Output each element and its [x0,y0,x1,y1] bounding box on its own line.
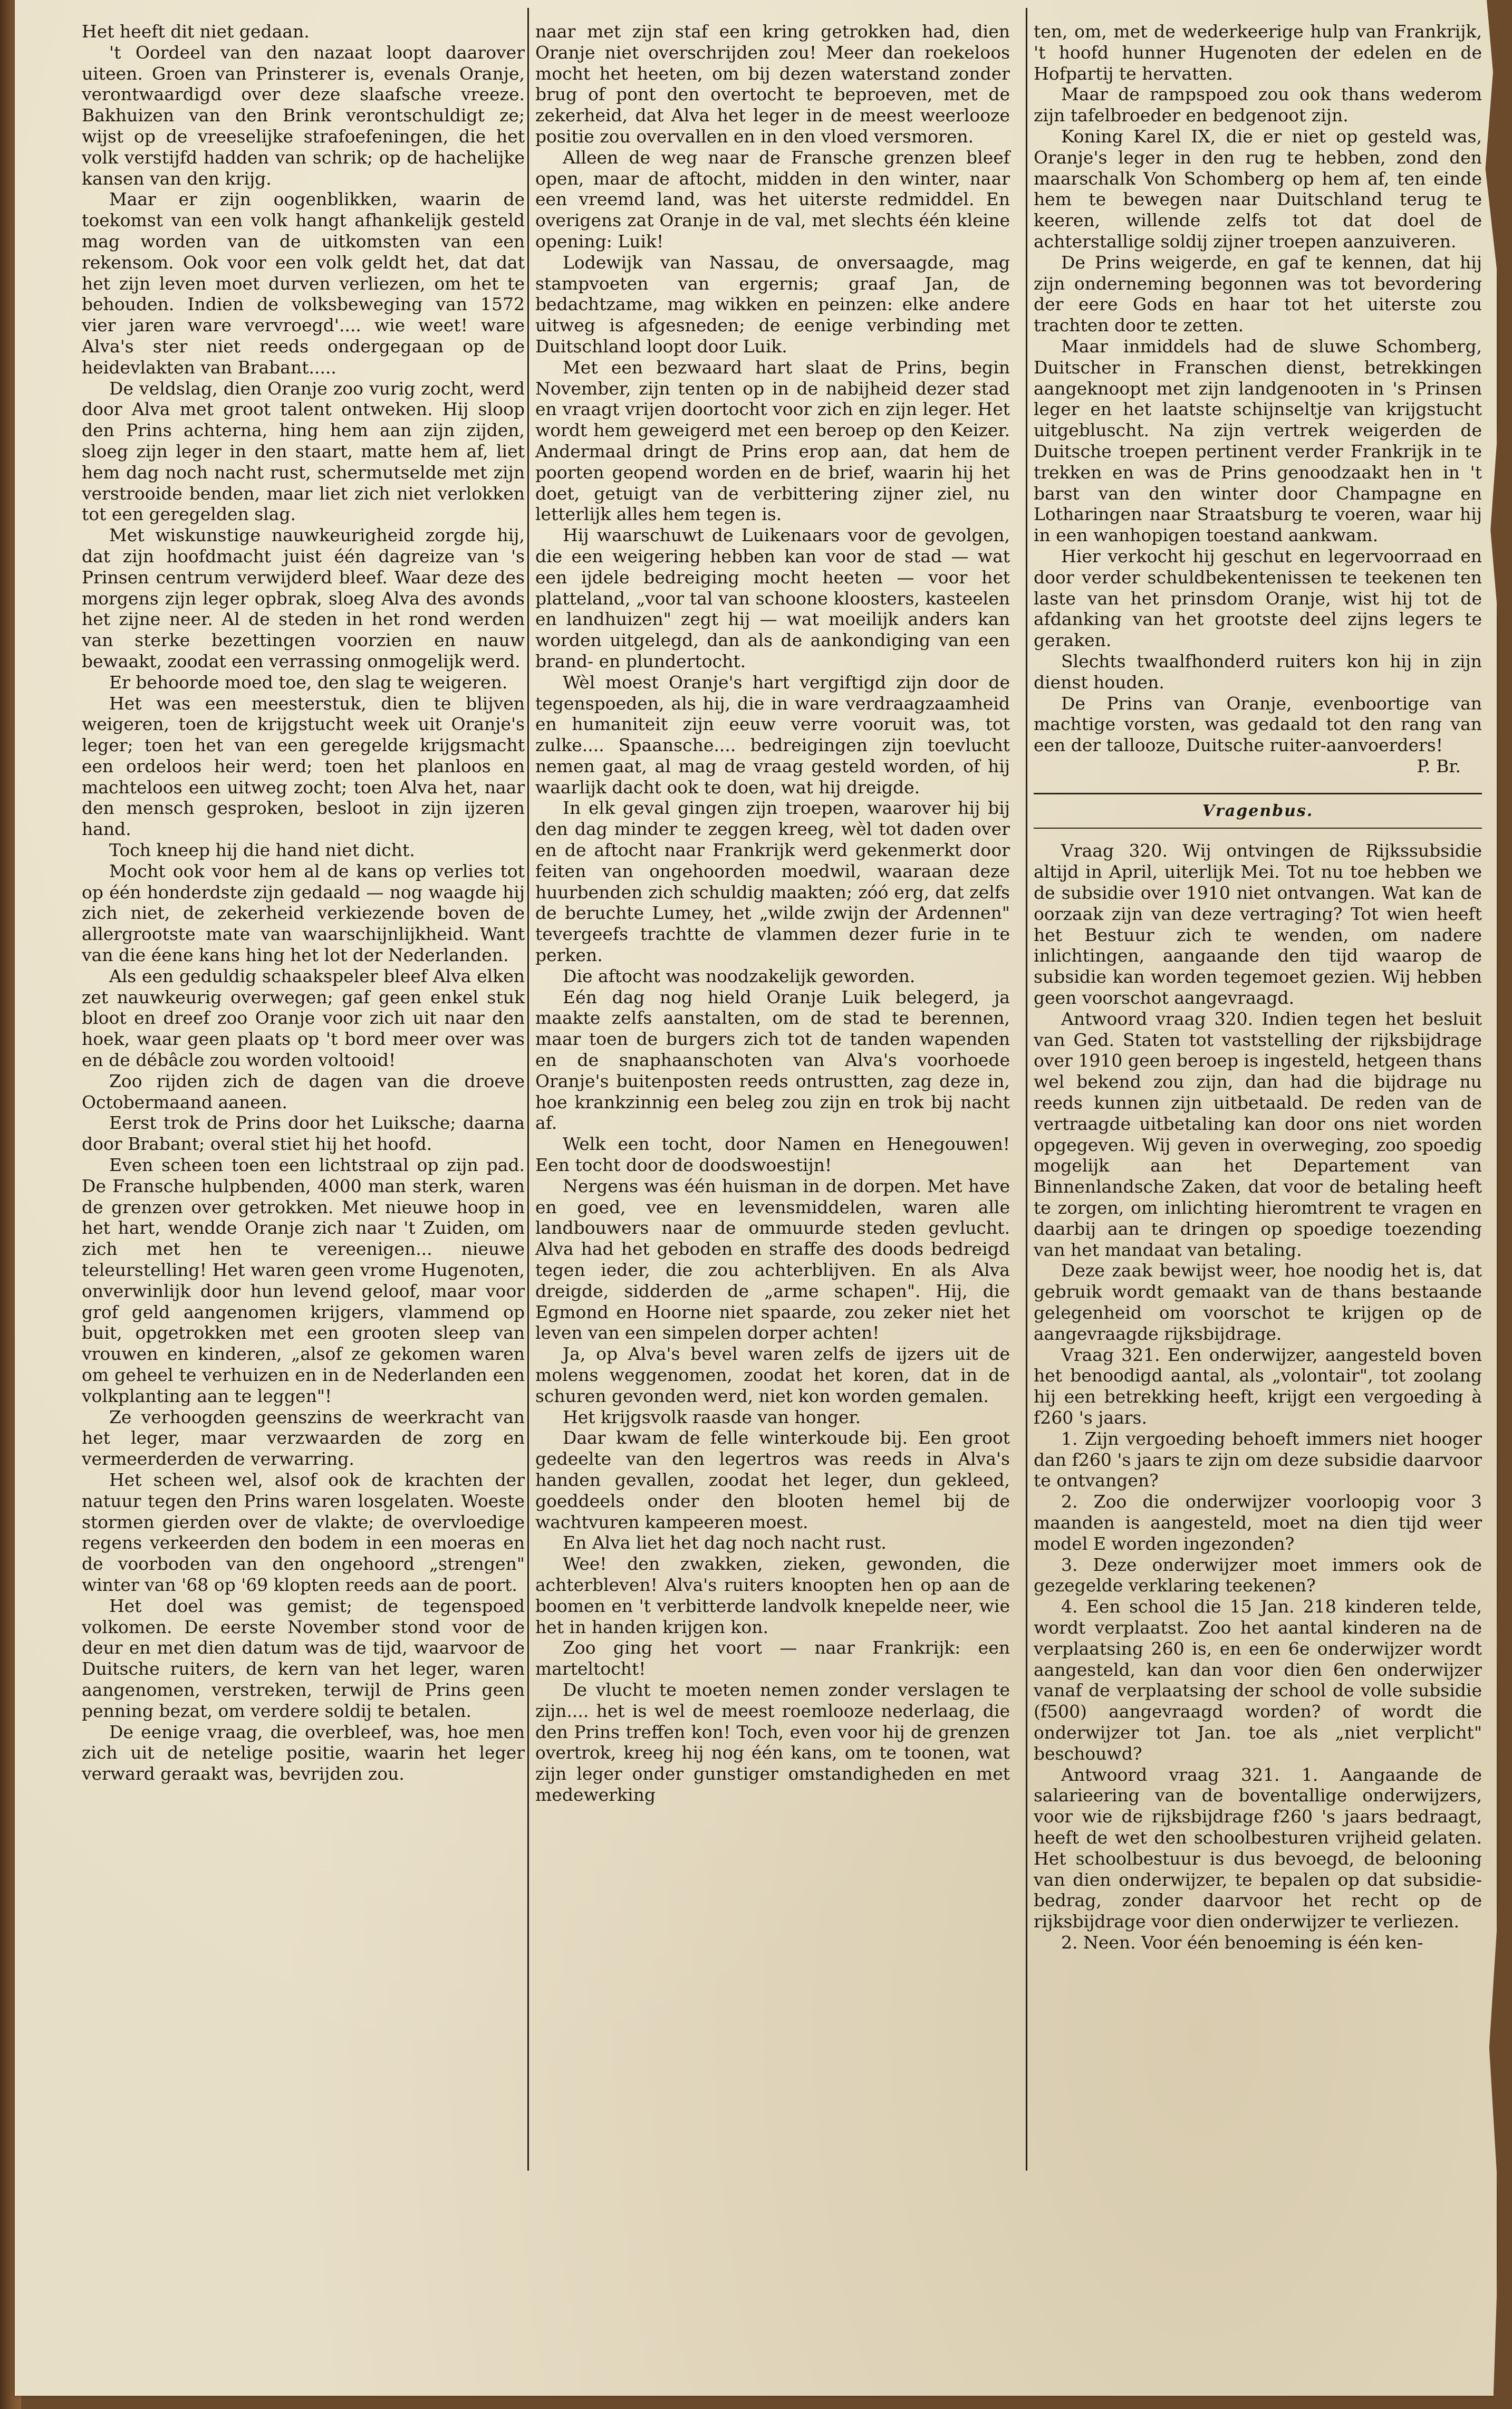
column-rule-1 [527,8,529,2171]
paragraph: Er behoorde moed toe, den slag te weigeren. [109,671,508,693]
paragraph: Het doel was gemist; de tegenspoed volkomen. De eerste November stond voor de deur en met dien datum was de tijd, waarvoor de Duitsche ruiters, de kern van het leger, waren aangenomen, verstreken, terwijl de Prins geen penning bezat, om verdere soldij te betalen. [82,1595,525,1721]
article-column-2 [535,21,1010,1806]
qa-paragraph: 4. Een school die 15 Jan. 218 kinderen telde, wordt verplaatst. Zoo het aantal kinderen na de verplaatsing 260 is, en een 6e onderwijzer wordt aangesteld, kan dan voor dien 6en onderwijzer vanaf de verplaatsing der school de volle subsidie (f500) aangevraagd worden? of wordt die onderwijzer tot Jan. toe als „niet verplicht" beschouwd? [1034,1596,1482,1764]
paragraph: De Prins van Oranje, evenboortige van machtige vorsten, was gedaald tot den rang van een der tallooze, Duitsche ruiter-aanvoerders! [1034,693,1482,756]
paragraph: Eerst trok de Prins door het Luiksche; daarna door Brabant; overal stiet hij het hoofd. [82,1112,525,1155]
paragraph: Die aftocht was noodzakelijk geworden. [563,965,916,986]
paragraph: Even scheen toen een lichtstraal op zijn pad. De Fransche hulpbenden, 4000 man sterk, waren de grenzen over getrokken. Met nieuwe hoop in het hart, wendde Oranje zich naar 't Zuiden, om zich met hen te vereenigen... nieuwe teleurstelling! Het waren geen vrome Hugenoten, onverwinlijk door hun levend geloof, maar voor grof geld aangenomen krijgers, vlammend op buit, opgetrokken met een grooten sleep van vrouwen en kinderen, „alsof ze gekomen waren om geheel te verhuizen en in de Nederlanden een volkplanting aan te leggen"! [82,1155,525,1406]
paragraph: En Alva liet het dag noch nacht rust. [563,1532,887,1553]
paragraph: In elk geval gingen zijn troepen, waarover hij bij den dag minder te zeggen kreeg, wèl tot daden over en de aftocht naar Frankrijk werd gekenmerkt door feiten van ongehoorden moedwil, waaraan deze huurbenden zich schuldig maakten; zóó erg, dat zelfs de beruchte Lumey, het „wilde zwijn der Ardennen" tevergeefs trachtte de vlammen dezer furie in te perken. [535,798,1010,966]
paragraph: Als een geduldig schaakspeler bleef Alva elken zet nauwkeurig overwegen; gaf geen enkel stuk bloot en dreef zoo Oranje voor zich uit naar den hoek, waar geen plaats op 't bord meer over was en de débâcle zou worden voltooid! [82,965,525,1071]
section-heading: Vragenbus. [1202,801,1314,820]
paragraph: Met een bezwaard hart slaat de Prins, begin November, zijn tenten op in de nabijheid dezer stad en vraagt vrijen doortocht voor zich en zijn leger. Het wordt hem geweigerd met een beroep op den Keizer. Andermaal dringt de Prins erop aan, dat hem de poorten geopend worden en de brief, waarin hij het doet, getuigt van de verbittering zijner ziel, nu letterlijk alles hem tegen is. [535,357,1010,525]
paragraph: Het was een meesterstuk, dien te blijven weigeren, toen de krijgstucht week uit Oranje's leger; toen het van een geregelde krijgsmacht een ordeloos heir werd; toen het planloos en machteloos een uitweg zocht; toen Alva het, naar den mensch gesproken, besloot in zijn ijzeren hand. [82,693,525,840]
paragraph: Zoo rijden zich de dagen van die droeve Octobermaand aaneen. [82,1070,525,1112]
section-divider [1034,828,1482,829]
paragraph: Maar inmiddels had de sluwe Schomberg, Duitscher in Franschen dienst, betrekkingen aangeknoopt met zijn landgenooten in 's Prinsen leger en het laatste schijnseltje van krijgstucht uitgebluscht. Na zijn vertrek weigerden de Duitsche troepen pertinent verder Frankrijk in te trekken en was de Prins genoodzaakt hen in 't barst van den winter door Champagne en Lotharingen naar Straatsburg te voeren, waar hij in een wanhopigen toestand aankwam. [1034,335,1482,546]
paragraph: Het scheen wel, alsof ook de krachten der natuur tegen den Prins waren losgelaten. Woeste stormen gierden over de vlakte; de overvloedige regens verkeerden den bodem in een moeras en de voorboden van den ongehoord „strengen" winter van '68 op '69 klopten reeds aan de poort. [82,1469,525,1595]
paragraph: Koning Karel IX, die er niet op gesteld was, Oranje's leger in den rug te hebben, zond den maarschalk Von Schomberg op hem af, ten einde hem te bewegen naar Duitschland terug te keeren, willende zelfs tot dat doel de achterstallige soldij zijner troepen aanzuiveren. [1034,126,1482,252]
paragraph: Ze verhoogden geenszins de weerkracht van het leger, maar verzwaarden de zorg en vermeerderden de verwarring. [82,1406,525,1470]
paragraph: Slechts twaalfhonderd ruiters kon hij in zijn dienst houden. [1034,650,1482,693]
qa-paragraph: Vraag 321. Een onderwijzer, aangesteld boven het benoodigd aantal, als „volontair", tot zoolang hij een betrekking heeft, krijgt een vergoeding à f260 's jaars. [1034,1344,1482,1428]
paragraph: Lodewijk van Nassau, de onversaagde, mag stampvoeten van ergernis; graaf Jan, de bedachtzame, mag wikken en peinzen: elke andere uitweg is afgesneden; de eenige verbinding met Duitschland loopt door Luik. [535,252,1010,357]
qa-paragraph: Antwoord vraag 321. 1. Aangaande de salarieering van de boventallige onderwijzers, voor wie de rijksbijdrage f260 's jaars bedraagt, heeft de wet den schoolbesturen vrijheid gelaten. Het schoolbestuur is dus bevoegd, de belooning van dien onderwijzer, te bepalen op dat subsidie-bedrag, zonder daarvoor het recht op de rijksbijdrage voor dien onderwijzer te verliezen. [1034,1764,1482,1932]
paragraph: Wèl moest Oranje's hart vergiftigd zijn door de tegenspoeden, als hij, die in ware verdraagzaamheid en humaniteit zijn eeuw verre vooruit was, tot zulke.... Spaansche.... bedreigingen zijn toevlucht nemen gaat, al mag de vraag gesteld worden, of hij waarlijk dacht ook te doen, wat hij dreigde. [535,671,1010,798]
paragraph: ten, om, met de wederkeerige hulp van Frankrijk, 't hoofd hunner Hugenoten der edelen en de Hofpartij te hervatten. [1034,21,1482,84]
paragraph: Maar de rampspoed zou ook thans wederom zijn tafelbroeder en bedgenoot zijn. [1034,84,1482,126]
paragraph: Nergens was één huisman in de dorpen. Met have en goed, vee en levensmiddelen, waren alle landbouwers naar de ommuurde steden gevlucht. Alva had het geboden en straffe des doods bedreigd tegen ieder, die zou achterblijven. En als Alva dreigde, sidderden de „arme schapen". Hij, die Egmond en Hoorne niet spaarde, zou zeker niet het leven van een simpelen dorper achten! [535,1175,1010,1343]
paragraph: Daar kwam de felle winterkoude bij. Een groot gedeelte van den legertros was reeds in Alva's handen gevallen, zoodat het leger, dun gekleed, goeddeels onder den blooten hemel bij de wachtvuren kampeeren moest. [535,1427,1010,1532]
paragraph: Hier verkocht hij geschut en legervoorraad en door verder schuldbekentenissen te teekenen ten laste van het prinsdom Oranje, wist hij tot de afdanking van het grootste deel zijns legers te geraken. [1034,545,1482,651]
column-rule-2 [1026,8,1027,2171]
paragraph: Wee! den zwakken, zieken, gewonden, die achterbleven! Alva's ruiters knoopten hen op aan de boomen en 't verbitterde landvolk knepelde neer, wie het in handen krijgen kon. [535,1553,1010,1637]
paragraph: Ja, op Alva's bevel waren zelfs de ijzers uit de molens weggenomen, zoodat het koren, dat in de schuren gevonden werd, niet kon worden gemalen. [535,1343,1010,1406]
qa-paragraph: Deze zaak bewijst weer, hoe noodig het is, dat gebruik wordt gemaakt van de thans bestaande gelegenheid om voorschot te krijgen op de aangevraagde rijksbijdrage. [1034,1260,1482,1344]
article-column-1 [82,21,525,1784]
paragraph: Eén dag nog hield Oranje Luik belegerd, ja maakte zelfs aanstalten, om de stad te berennen, maar toen de burgers zich tot de tanden wapenden en de snaphaanschoten van Alva's voorhoede Oranje's buitenposten reeds ontrustten, zag deze in, hoe krankzinnig een beleg zou zijn en trok bij nacht af. [535,986,1010,1134]
paragraph: Hij waarschuwt de Luikenaars voor de gevolgen, die een weigering hebben kan voor de stad — wat een ijdele bedreiging mocht heeten — voor het platteland, „voor tal van schoone kloosters, kasteelen en landhuizen" zegt hij — wat moeilijk anders kan worden uitgelegd, dan als de aankondiging van een brand- en plundertocht. [535,525,1010,671]
qa-paragraph: 2. Zoo die onderwijzer voorloopig voor 3 maanden is aangesteld, moet na dien tijd weer model E worden ingezonden? [1034,1491,1482,1554]
paragraph: Welk een tocht, door Namen en Henegouwen! Een tocht door de doodswoestijn! [535,1134,1010,1176]
qa-paragraph: 1. Zijn vergoeding behoeft immers niet hooger dan f260 's jaars te zijn om deze subsidie daarvoor te ontvangen? [1034,1428,1482,1491]
paragraph: Het krijgsvolk raasde van honger. [563,1406,861,1427]
qa-paragraph: 2. Neen. Voor één benoeming is één ken- [1061,1932,1423,1953]
paragraph: Het heeft dit niet gedaan. [82,21,310,42]
qa-paragraph: 3. Deze onderwijzer moet immers ook de gezegelde verklaring teekenen? [1034,1554,1482,1596]
qa-paragraph: Antwoord vraag 320. Indien tegen het besluit van Ged. Staten tot vaststelling der rijksbijdrage over 1910 geen beroep is ingesteld, hetgeen thans wel bekend zou zijn, dan had die bijdrage nu reeds kunnen zijn uitbetaald. De reden van de vertraagde uitbetaling kan door ons niet worden opgegeven. Wij geven in overweging, zoo spoedig mogelijk aan het Departement van Binnenlandsche Zaken, dat voor de betaling heeft te zorgen, om inlichting hieromtrent te vragen en daarbij aan te dringen op spoedige toezending van het mandaat van betaling. [1034,1008,1482,1260]
paragraph: De vlucht te moeten nemen zonder verslagen te zijn.... het is wel de meest roemlooze nederlaag, die den Prins treffen kon! Toch, even voor hij de grenzen overtrok, kreeg hij nog één kans, om te toonen, wat zijn leger onder gunstiger omstandigheden en met medewerking [535,1679,1010,1805]
paragraph: De veldslag, dien Oranje zoo vurig zocht, werd door Alva met groot talent ontweken. Hij sloop den Prins achterna, hing hem aan zijn zijden, sloeg zijn leger in den staart, matte hem af, liet hem dag noch nacht rust, schermutselde met zijn verstrooide benden, maar liet zich niet verlokken tot een geregelden slag. [82,378,525,525]
paragraph: Met wiskunstige nauwkeurigheid zorgde hij, dat zijn hoofdmacht juist één dagreize van 's Prinsen centrum verwijderd bleef. Waar deze des morgens zijn leger opbrak, sloeg Alva des avonds het zijne neer. Al de steden in het rond werden van sterke bezettingen voorzien en nauw bewaakt, zoodat een verrassing onmogelijk werd. [82,525,525,671]
paragraph: De eenige vraag, die overbleef, was, hoe men zich uit de netelige positie, waarin het leger verward geraakt was, bevrijden zou. [82,1721,525,1784]
paragraph: Mocht ook voor hem al de kans op verlies tot op één honderdste zijn gedaald — nog waagde hij zich niet, de zekerheid verkiezende boven de allergrootste mate van waarschijnlijkheid. Want van die éene kans hing het lot der Nederlanden. [82,860,525,966]
paragraph: Maar er zijn oogenblikken, waarin de toekomst van een volk hangt afhankelijk gesteld mag worden van de uitkomsten van een rekensom. Ook voor een volk geldt het, dat dat het zijn leven moet durven verliezen, om het te behouden. Indien de volksbeweging van 1572 vier jaren ware vervroegd'.... wie weet! ware Alva's ster niet reeds ondergegaan op de heidevlakten van Brabant..... [82,189,525,378]
paragraph: naar met zijn staf een kring getrokken had, dien Oranje niet overschrijden zou! Meer dan roekeloos mocht het heeten, om bij dezen waterstand zonder brug of pont den overtocht te beproeven, met de zekerheid, dat Alva het leger in de meest weerlooze positie zou overvallen en in den vloed versmoren. [535,21,1010,147]
paragraph: 't Oordeel van den nazaat loopt daarover uiteen. Groen van Prinsterer is, evenals Oranje, verontwaardigd over deze slaafsche vreeze. Bakhuizen van den Brink verontschuldigt ze; wijst op de vreeselijke strafoefeningen, die het volk verstijfd hadden van schrik; op de hachelijke kansen van den krijg. [82,42,525,189]
section-divider [1034,793,1482,794]
paragraph: De Prins weigerde, en gaf te kennen, dat hij zijn onderneming begonnen was tot bevordering der eere Gods en haar tot het uiterste zou trachten door te zetten. [1034,252,1482,336]
paragraph: Alleen de weg naar de Fransche grenzen bleef open, maar de aftocht, midden in den winter, naar een vreemd land, was het uiterste redmiddel. En overigens zat Oranje in de val, met slechts één kleine opening: Luik! [535,147,1010,252]
qa-paragraph: Vraag 320. Wij ontvingen de Rijkssubsidie altijd in April, uiterlijk Mei. Tot nu toe hebben we de subsidie over 1910 niet ontvangen. Wat kan de oorzaak zijn van deze vertraging? Tot wien heeft het Bestuur zich te wenden, om nadere inlichtingen, aangaande den tijd waarop de subsidie kan worden tegemoet gezien. Wij hebben geen voorschot aangevraagd. [1034,840,1482,1009]
paragraph: Toch kneep hij die hand niet dicht. [109,840,415,861]
author-signature: P. Br. [1417,755,1461,776]
paragraph: Zoo ging het voort — naar Frankrijk: een marteltocht! [535,1637,1010,1679]
article-column-3 [1034,21,1482,1953]
